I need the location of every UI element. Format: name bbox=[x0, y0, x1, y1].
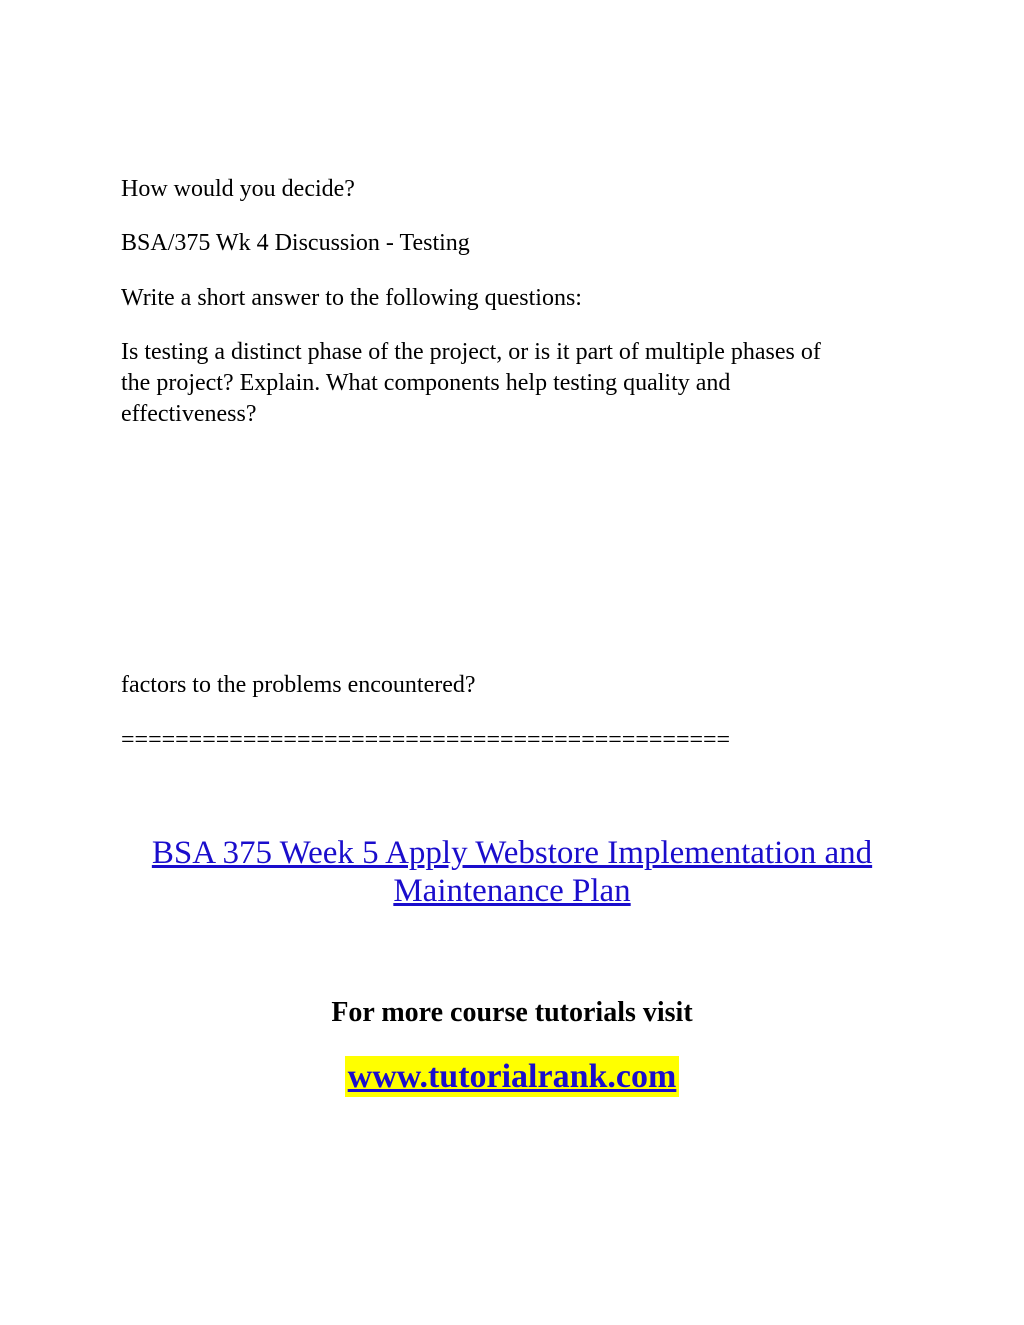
instructions: Write a short answer to the following questions: bbox=[121, 285, 582, 311]
separator-line: ============================================= bbox=[121, 727, 731, 753]
intro-question: How would you decide? bbox=[121, 176, 355, 202]
discussion-question: Is testing a distinct phase of the project, or is it part of multiple phases of the project? Explain. What components help testing quality and effectiveness? bbox=[121, 339, 821, 427]
site-link-container bbox=[0, 1057, 1024, 1097]
more-tutorials-heading: For more course tutorials visit bbox=[331, 997, 693, 1028]
site-link[interactable]: www.tutorialrank.com bbox=[345, 1056, 680, 1097]
course-link[interactable]: BSA 375 Week 5 Apply Webstore Implementation and Maintenance Plan bbox=[151, 835, 873, 909]
factors-text: factors to the problems encountered? bbox=[121, 672, 476, 698]
discussion-title: BSA/375 Wk 4 Discussion - Testing bbox=[121, 230, 470, 256]
course-link-container bbox=[0, 834, 1024, 910]
